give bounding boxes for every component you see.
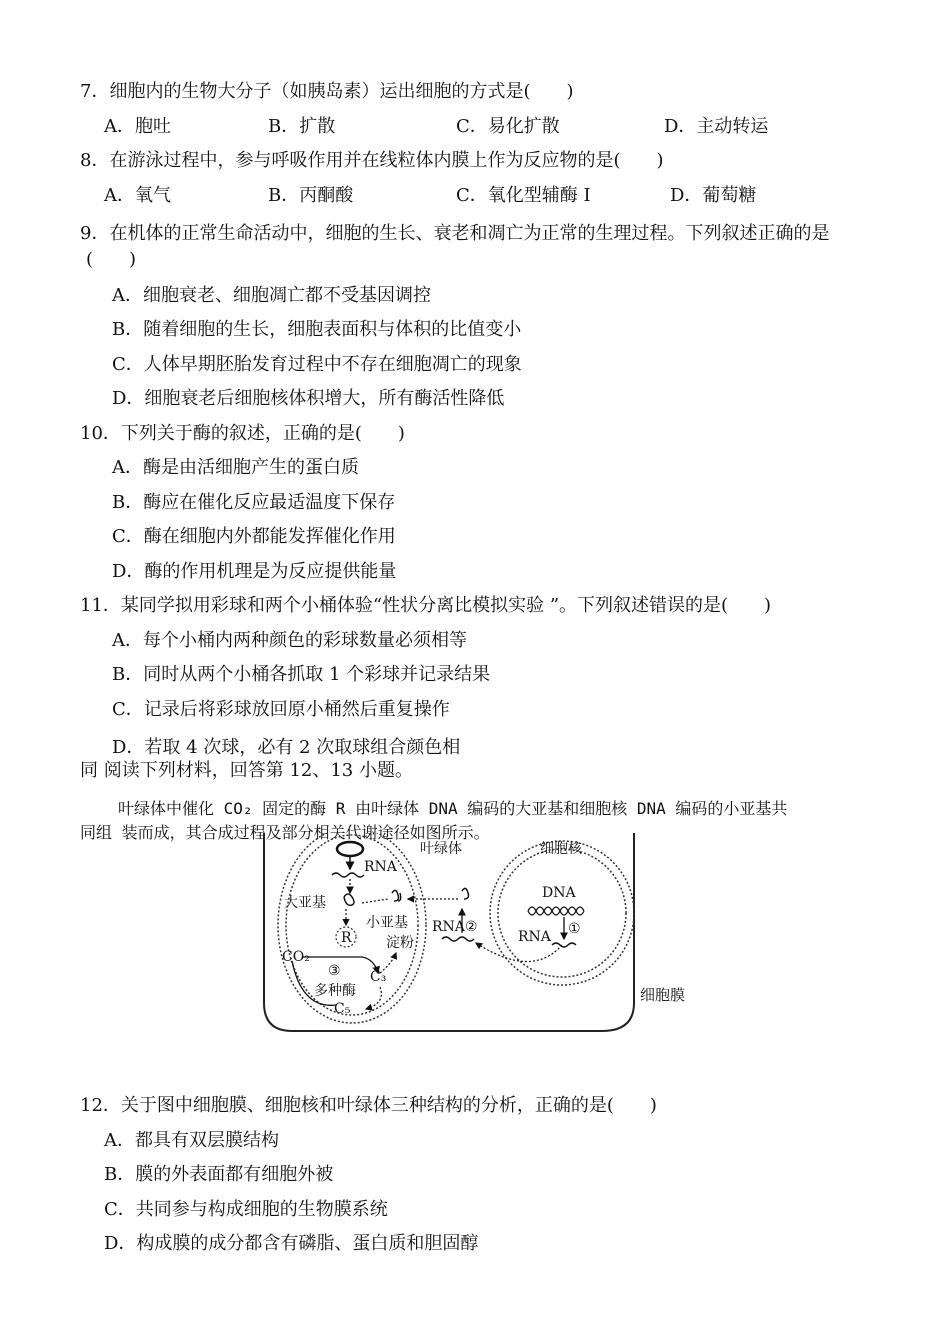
label-dna: DNA <box>542 885 576 901</box>
question-11-option-b: B．同时从两个小桶各抓取 1 个彩球并记录结果 <box>112 664 491 685</box>
option-b: B．扩散 <box>268 116 336 137</box>
label-step1: ① <box>568 921 581 937</box>
option-c: C．易化扩散 <box>456 116 560 137</box>
passage-line-2: 同组 装而成，其合成过程及部分相关代谢途径如图所示。 <box>80 823 490 842</box>
option-d: D．主动转运 <box>664 116 769 137</box>
question-7-options <box>0 115 950 139</box>
question-12-option-c: C．共同参与构成细胞的生物膜系统 <box>104 1199 388 1220</box>
label-enzymes: 多种酶 <box>314 983 356 999</box>
question-9-option-c: C．人体早期胚胎发育过程中不存在细胞凋亡的现象 <box>112 354 522 375</box>
option-a: A．氧气 <box>104 185 171 206</box>
question-12-stem: 12．关于图中细胞膜、细胞核和叶绿体三种结构的分析，正确的是( ) <box>80 1095 657 1116</box>
label-c3: C₃ <box>370 969 387 985</box>
question-9-option-a: A．细胞衰老、细胞凋亡都不受基因调控 <box>112 285 431 306</box>
label-rna-step2: RNA② <box>432 919 478 935</box>
question-12-option-b: B．膜的外表面都有细胞外被 <box>104 1164 334 1185</box>
cell-diagram <box>262 833 702 1033</box>
question-10-option-c: C．酶在细胞内外都能发挥催化作用 <box>112 526 396 547</box>
question-9-option-d: D．细胞衰老后细胞核体积增大，所有酶活性降低 <box>112 388 505 409</box>
label-large-subunit: 大亚基 <box>284 895 326 911</box>
chloroplast-dna-icon <box>337 842 363 856</box>
label-cell-membrane: 细胞膜 <box>640 986 686 1004</box>
label-starch: 淀粉 <box>386 935 414 951</box>
label-c5: C₅ <box>334 1001 351 1017</box>
question-8-options <box>0 184 950 208</box>
label-chloroplast: 叶绿体 <box>420 841 462 857</box>
question-12-option-d: D．构成膜的成分都含有磷脂、蛋白质和胆固醇 <box>104 1233 479 1254</box>
option-c: C．氧化型辅酶 Ⅰ <box>456 185 591 206</box>
question-11-option-c: C．记录后将彩球放回原小桶然后重复操作 <box>112 699 450 720</box>
question-7-stem: 7．细胞内的生物大分子（如胰岛素）运出细胞的方式是( ) <box>80 81 574 102</box>
small-subunit-icon <box>392 890 401 901</box>
nucleus-outer <box>490 841 634 985</box>
label-small-subunit: 小亚基 <box>366 915 408 931</box>
reading-instruction: 同 阅读下列材料，回答第 12、13 小题。 <box>80 760 413 781</box>
small-subunit-icon-outside <box>462 888 469 899</box>
question-11-stem: 11．某同学拟用彩球和两个小桶体验“性状分离比模拟实验 ”。下列叙述错误的是( ) <box>80 595 772 616</box>
question-9-stem-cont: ( ) <box>86 249 137 270</box>
large-subunit-icon <box>344 894 354 905</box>
option-d: D．葡萄糖 <box>670 185 757 206</box>
question-10-option-b: B．酶应在催化反应最适温度下保存 <box>112 492 396 513</box>
label-rna-top: RNA <box>364 859 397 875</box>
question-10-stem: 10．下列关于酶的叙述，正确的是( ) <box>80 423 405 444</box>
option-a: A．胞吐 <box>104 116 171 137</box>
label-rna-step1: RNA <box>518 929 551 945</box>
question-11-option-d: D．若取 4 次球，必有 2 次取球组合颜色相 <box>112 737 461 758</box>
option-b: B．丙酮酸 <box>268 185 354 206</box>
passage-line-1: 叶绿体中催化 CO₂ 固定的酶 R 由叶绿体 DNA 编码的大亚基和细胞核 DNA 编码的小亚基共 <box>118 799 788 818</box>
label-r: R <box>341 930 352 946</box>
label-co2: CO₂ <box>282 949 310 965</box>
question-12-option-a: A．都具有双层膜结构 <box>104 1130 279 1151</box>
dna-helix-icon <box>528 907 584 915</box>
rna-wave-icon <box>332 873 364 877</box>
nucleus-inner <box>498 849 626 977</box>
question-10-option-a: A．酶是由活细胞产生的蛋白质 <box>112 457 359 478</box>
question-9-stem: 9．在机体的正常生命活动中，细胞的生长、衰老和凋亡为正常的生理过程。下列叙述正确的是 <box>80 223 830 244</box>
question-9-option-b: B．随着细胞的生长，细胞表面积与体积的比值变小 <box>112 319 522 340</box>
label-nucleus: 细胞核 <box>540 841 582 857</box>
question-8-stem: 8．在游泳过程中，参与呼吸作用并在线粒体内膜上作为反应物的是( ) <box>80 150 664 171</box>
label-step3: ③ <box>328 963 341 979</box>
question-10-option-d: D．酶的作用机理是为反应提供能量 <box>112 561 397 582</box>
question-11-option-a: A．每个小桶内两种颜色的彩球数量必须相等 <box>112 630 467 651</box>
